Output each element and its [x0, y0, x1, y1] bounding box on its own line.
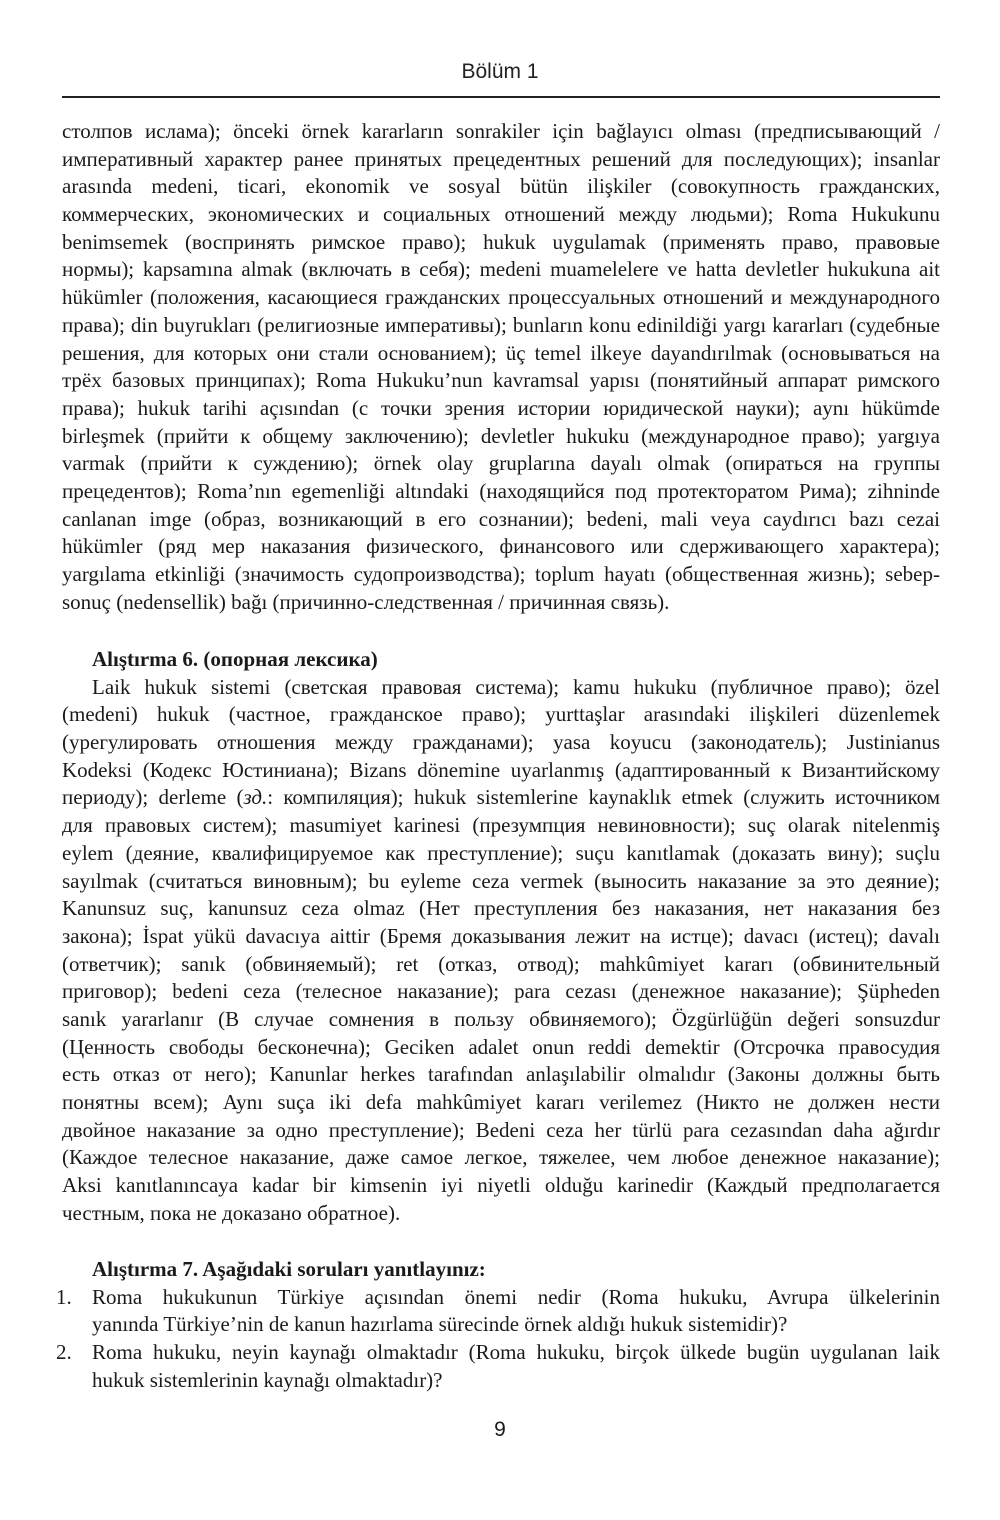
- text-line: двойное наказание за одно преступление); Bedeni ceza her türlü para cezasından daha ağırdır: [62, 1117, 940, 1142]
- chapter-header: Bölüm 1: [461, 60, 539, 83]
- text-line: canlanan imge (образ, возникающий в его сознании); bedeni, mali veya caydırıcı bazı cezai: [62, 506, 940, 531]
- text-line: приговор); bedeni ceza (телесное наказание); para cezası (денежное наказание); Şüpheden: [62, 979, 940, 1004]
- exercise-7-questions: [56, 1284, 940, 1395]
- text-line: eylem (деяние, квалифицируемое как преступление); suçu kanıtlamak (доказать вину); suçlu: [62, 840, 940, 865]
- text-line: Kodeksi (Кодекс Юстиниана); Bizans dönemine uyarlanmış (адаптированный к Византийскому: [62, 757, 940, 782]
- question-item: [56, 1284, 940, 1339]
- header-rule: [62, 96, 940, 98]
- text-line: hükümler (ряд мер наказания физического, финансового или сдерживающего характера);: [62, 534, 940, 559]
- exercise-7-heading: Alıştırma 7. Aşağıdaki soruları yanıtlayınız:: [92, 1257, 486, 1281]
- text-line: прецедентов); Roma’nın egemenliği altındaki (находящийся под протекторатом Рима); zihninde: [62, 478, 940, 503]
- text-line: birleşmek (прийти к общему заключению); devletler hukuku (международное право); yargıya: [62, 423, 940, 448]
- exercise-6-paragraph: [62, 674, 940, 1228]
- text-line: решения, для которых они стали основанием); üç temel ilkeye dayandırılmak (основываться на: [62, 340, 940, 365]
- text-line: Roma hukukunun Türkiye açısından önemi nedir (Roma hukuku, Avrupa ülkelerinin: [92, 1284, 940, 1309]
- text-line: Roma hukuku, neyin kaynağı olmaktadır (Roma hukuku, birçok ülkede bugün uygulanan laik: [92, 1340, 940, 1365]
- vocabulary-paragraph-continued: [62, 118, 940, 616]
- text-line: трёх базовых принципах); Roma Hukuku’nun kavramsal yapısı (понятийный аппарат римского: [62, 368, 940, 393]
- exercise-6: [62, 646, 940, 1227]
- text-line: benimsemek (воспринять римское право); hukuk uygulamak (применять право, правовые: [62, 229, 940, 254]
- question-item: [56, 1339, 940, 1394]
- text-line: честным, пока не доказано обратное).: [62, 1200, 401, 1225]
- text-line: Aksi kanıtlanıncaya kadar bir kimsenin iyi niyetli olduğu karinedir (Каждый предполагается: [62, 1173, 940, 1198]
- exercise-6-heading: Alıştırma 6. (опорная лексика): [92, 647, 378, 671]
- question-number: 1.: [56, 1284, 72, 1309]
- text-line: hükümler (положения, касающиеся гражданских процессуальных отношений и международного: [62, 285, 940, 310]
- text-line: права); hukuk tarihi açısından (с точки зрения истории юридической науки); aynı hükümde: [62, 395, 940, 420]
- text-line: sanık yararlanır (В случае сомнения в пользу обвиняемого); Özgürlüğün değeri sonsuzdur: [62, 1006, 940, 1031]
- text-line: hukuk sistemlerinin kaynağı olmaktadır)?: [92, 1367, 443, 1392]
- text-line: varmak (прийти к суждению); örnek olay gruplarına dayalı olmak (опираться на группы: [62, 451, 940, 476]
- text-line: для правовых систем); masumiyet karinesi (презумпция невиновности); suç olarak nitelenmiş: [62, 813, 940, 838]
- text-line: понятны всем); Aynı suça iki defa mahkûmiyet kararı verilemez (Никто не должен нести: [62, 1090, 940, 1114]
- abbreviation: зд.: [243, 785, 268, 810]
- text-line: столпов ислама); önceki örnek kararların sonrakiler için bağlayıcı olması (предписывающий /: [62, 119, 940, 143]
- text-line: закона); İspat yükü davacıya aittir (Бремя доказывания лежит на истце); davacı (истец); davalı: [62, 923, 940, 948]
- text-line: коммерческих, экономических и социальных отношений между людьми); Roma Hukukunu: [62, 202, 940, 227]
- text-line: (Каждое телесное наказание, даже самое легкое, тяжелее, чем любое денежное наказание);: [62, 1145, 940, 1170]
- text-line: императивный характер ранее принятых прецедентных решений для последующих); insanlar: [62, 146, 940, 171]
- text-line: нормы); kapsamına almak (включать в себя); medeni muamelelere ve hatta devletler hukukuna ait: [62, 257, 940, 282]
- question-number: 2.: [56, 1340, 72, 1365]
- text-line: sayılmak (считаться виновным); bu eyleme ceza vermek (выносить наказание за это деяние);: [62, 868, 940, 893]
- text-line: (урегулировать отношения между гражданами); yasa koyucu (законодатель); Justinianus: [62, 730, 940, 755]
- text-line: yargılama etkinliği (значимость судопроизводства); toplum hayatı (общественная жизнь); sebep-: [62, 562, 940, 586]
- text-line: [62, 784, 940, 812]
- exercise-7: [56, 1256, 940, 1394]
- text-line: есть отказ от него); Kanunlar herkes tarafından anlaşılabilir olmalıdır (Законы должны быть: [62, 1062, 940, 1087]
- text-line: arasında medeni, ticari, ekonomik ve sosyal bütün ilişkiler (совокупность гражданских,: [62, 174, 940, 199]
- text-segment: : компиляция); hukuk sistemlerine kaynaklık etmek (служить источником: [267, 785, 941, 810]
- text-line: (Ценность свободы бесконечна); Geciken adalet onun reddi demektir (Отсрочка правосудия: [62, 1034, 940, 1059]
- page-number: 9: [494, 1418, 506, 1441]
- text-line: (ответчик); sanık (обвиняемый); ret (отказ, отвод); mahkûmiyet kararı (обвинительный: [62, 951, 940, 976]
- text-segment: периоду); derleme (: [62, 785, 244, 810]
- text-line: Kanunsuz suç, kanunsuz ceza olmaz (Нет преступления без наказания, нет наказания без: [62, 896, 940, 921]
- text-line: права); din buyrukları (религиозные императивы); bunların konu edinildiği yargı kararları (судебные: [62, 312, 940, 337]
- text-line: (medeni) hukuk (частное, гражданское право); yurttaşlar arasındaki ilişkileri düzenlemek: [62, 702, 940, 727]
- text-line: yanında Türkiye’nin de kanun hazırlama sürecinde örnek aldığı hukuk sistemidir)?: [92, 1312, 788, 1337]
- text-line: Laik hukuk sistemi (светская правовая система); kamu hukuku (публичное право); özel: [92, 674, 940, 699]
- text-line: sonuç (nedensellik) bağı (причинно-следственная / причинная связь).: [62, 589, 670, 614]
